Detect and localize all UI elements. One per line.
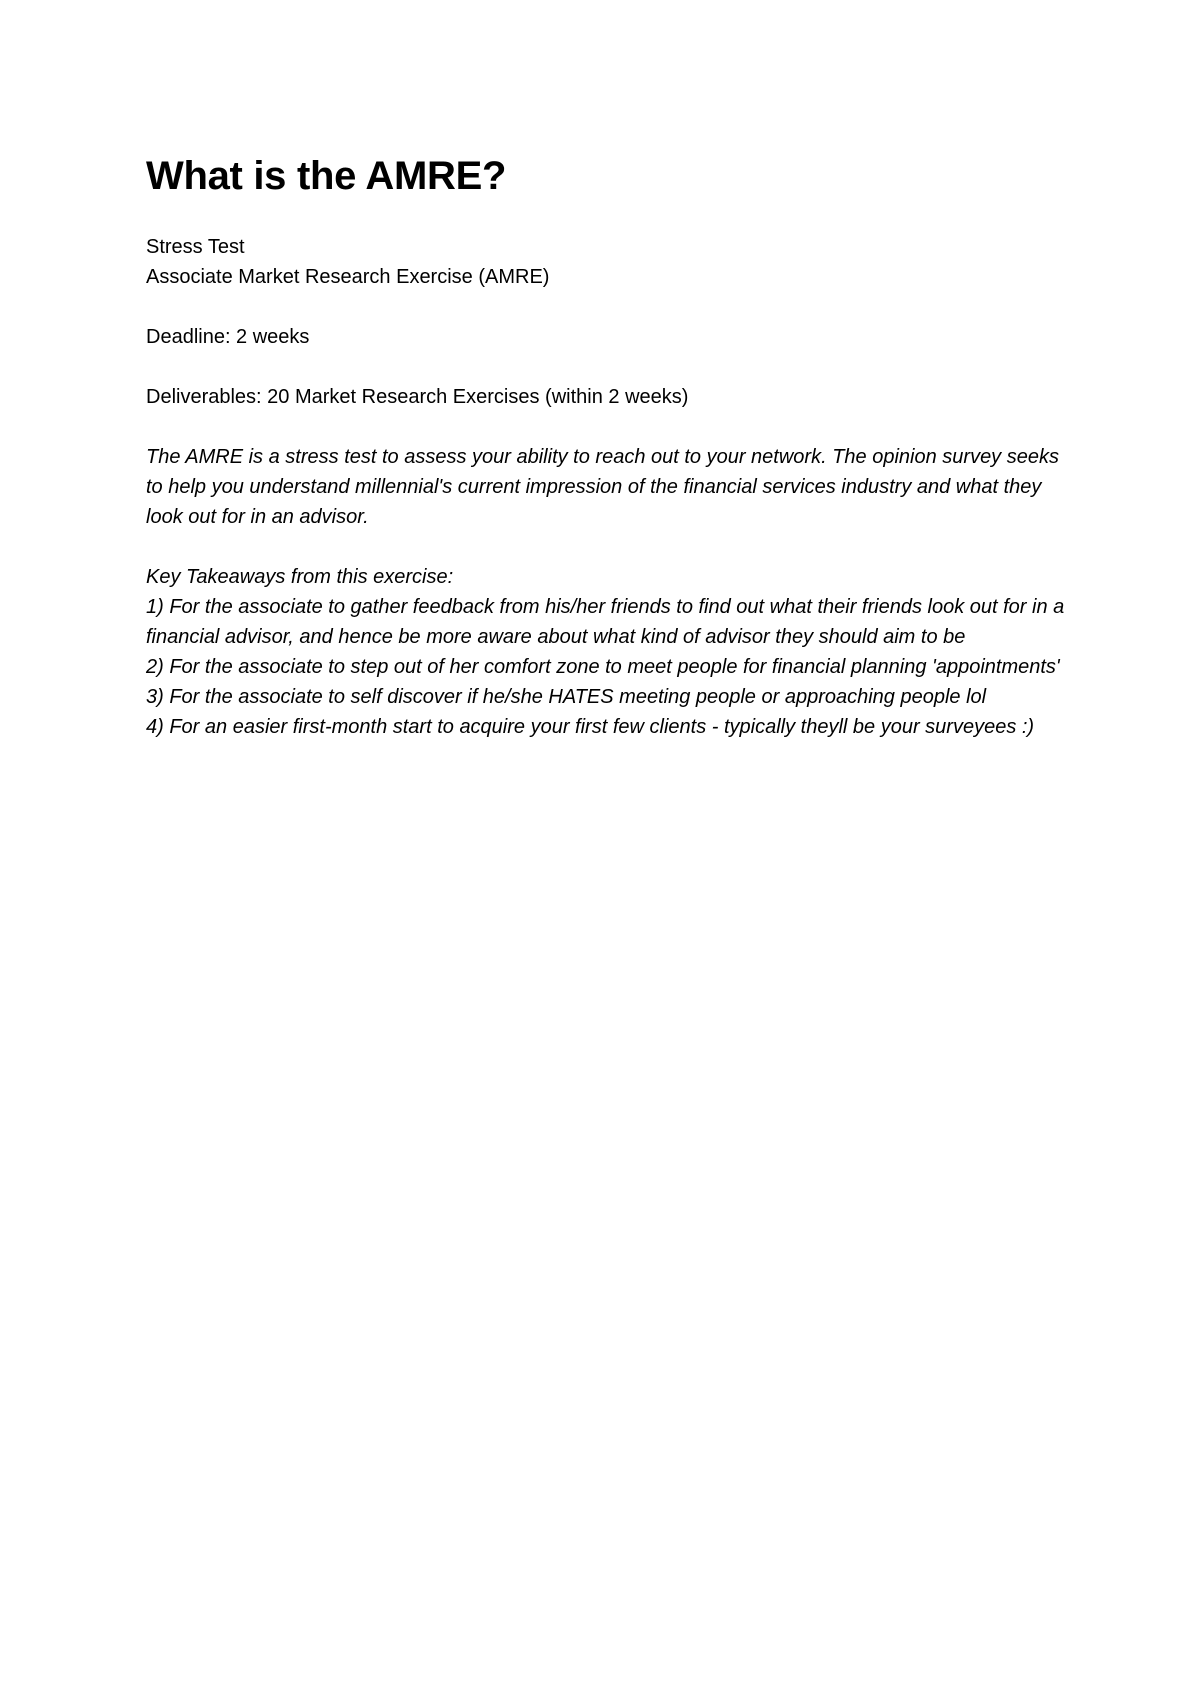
spacer [146,352,1066,382]
takeaway-item: 4) For an easier first-month start to acquire your first few clients - typically theyll be your surveyees :) [146,716,1035,738]
takeaway-item: 3) For the associate to self discover if he/she HATES meeting people or approaching people lol [146,686,987,708]
deliverables-text: Deliverables: 20 Market Research Exercises (within 2 weeks) [146,386,689,408]
subtitle-stress-test: Stress Test [146,236,245,258]
takeaway-item: 1) For the associate to gather feedback from his/her friends to find out what their friends look out for in a financial advisor, and hence be more aware about what kind of advisor they should aim to be [146,596,1065,648]
deadline-text: Deadline: 2 weeks [146,326,310,348]
page-title: What is the AMRE? [146,154,507,198]
spacer [146,532,1066,562]
spacer [146,412,1066,442]
description-paragraph: The AMRE is a stress test to assess your ability to reach out to your network. The opinion survey seeks to help you understand millennial's current impression of the financial services industry and what they look out for in an advisor. [146,446,1059,528]
takeaway-item: 2) For the associate to step out of her comfort zone to meet people for financial planning 'appointments' [146,656,1060,678]
spacer [146,292,1066,322]
document-body [146,150,1066,742]
subtitle-exercise-name: Associate Market Research Exercise (AMRE) [146,266,550,288]
takeaways-heading: Key Takeaways from this exercise: [146,566,454,588]
